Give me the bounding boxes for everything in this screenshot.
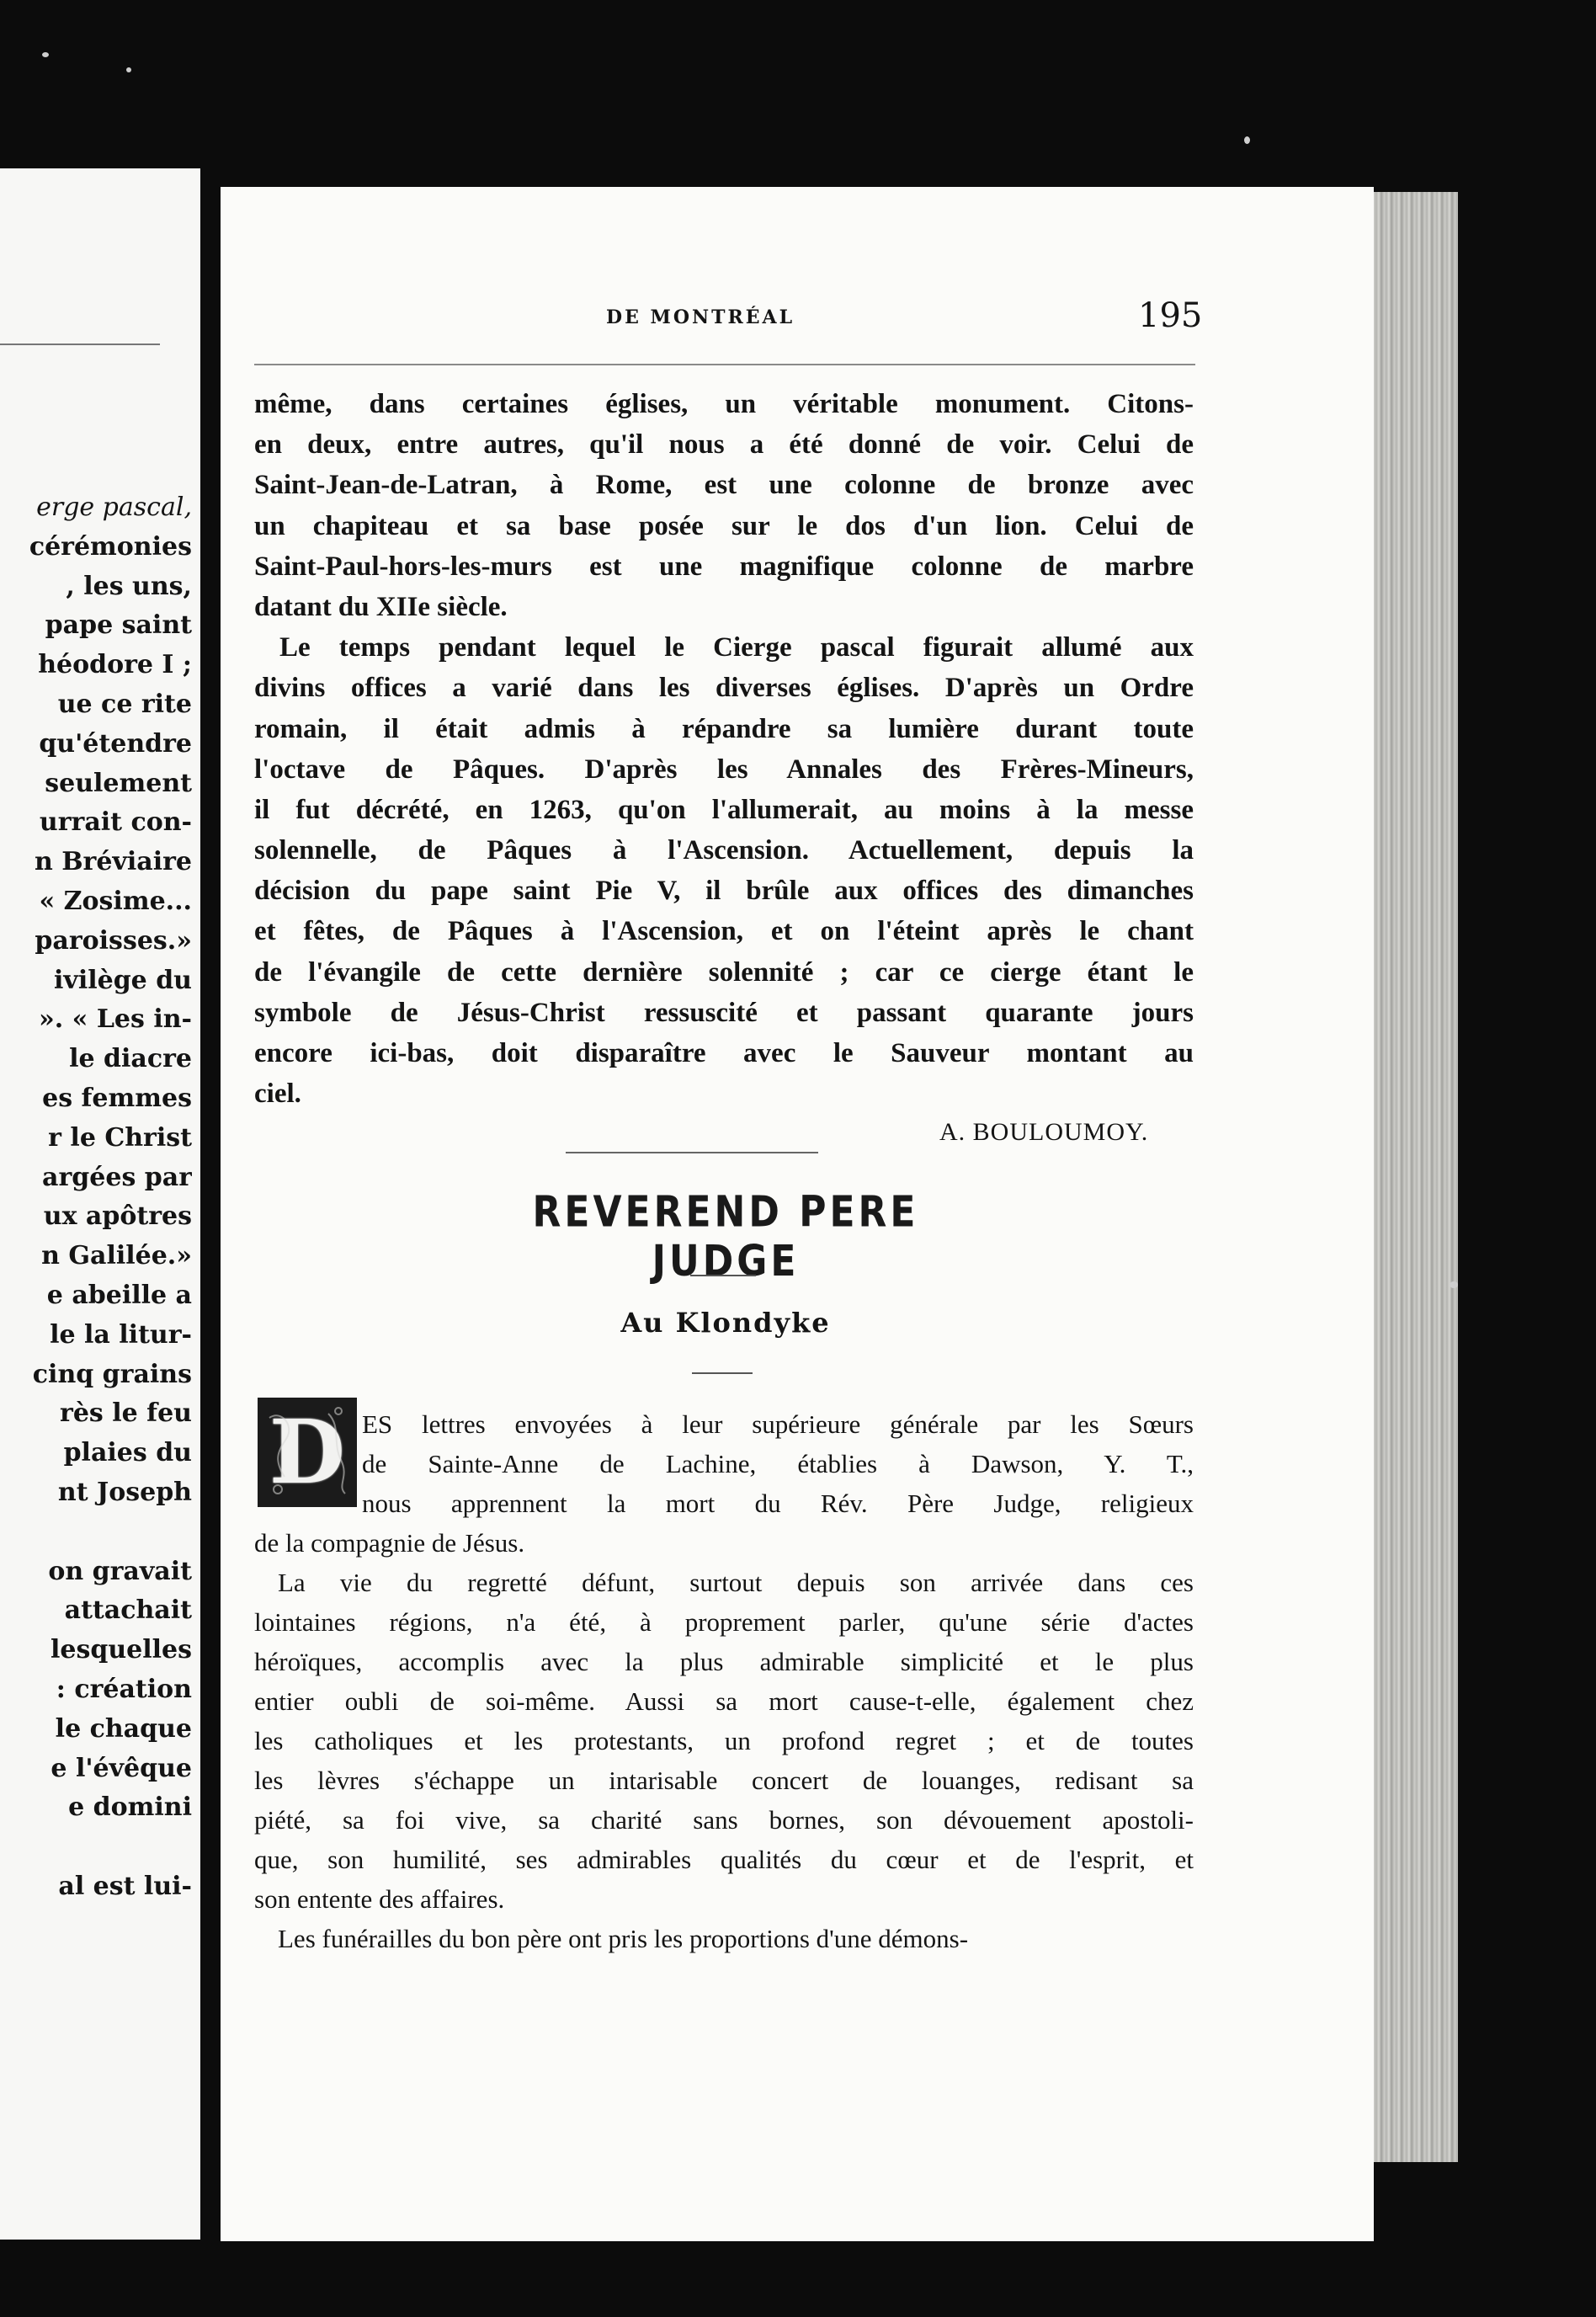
facing-page-line: attachait	[64, 1595, 192, 1626]
facing-page-line: cinq grains	[32, 1359, 192, 1389]
author-signature: A. BOULOUMOY.	[939, 1118, 1149, 1146]
facing-page-line: ». « Les in-	[38, 1004, 192, 1035]
article-line: La vie du regretté défunt, surtout depuis son arrivée dans ces	[278, 1568, 1194, 1597]
running-head: DE MONTRÉAL	[606, 306, 795, 328]
subtitle-rule	[692, 1372, 753, 1374]
article-text	[254, 1400, 1194, 1958]
article-line: nous apprennent la mort du Rév. Père Judge, religieux	[362, 1489, 1194, 1518]
article-line: les lèvres s'échappe un intarisable concert de louanges, redisant sa	[254, 1766, 1194, 1795]
text-line: romain, il était admis à répandre sa lumière durant toute	[254, 713, 1194, 744]
text-line: en deux, entre autres, qu'il nous a été donné de voir. Celui de	[254, 429, 1194, 461]
article-line: son entente des affaires.	[254, 1884, 505, 1914]
text-line: décision du pape saint Pie V, il brûle aux offices des dimanches	[254, 876, 1194, 907]
text-line: et fêtes, de Pâques à l'Ascension, et on l'éteint après le chant	[254, 916, 1194, 947]
text-line: ciel.	[254, 1079, 301, 1110]
article-line: les catholiques et les protestants, un profond regret ; et de toutes	[254, 1726, 1194, 1755]
facing-page-line	[0, 1513, 192, 1553]
dust-speck	[1450, 1281, 1458, 1288]
text-line: encore ici-bas, doit disparaître avec le Sauveur montant au	[254, 1038, 1194, 1068]
continuation-text	[254, 384, 1194, 1114]
facing-page-line: pape saint	[45, 610, 192, 641]
facing-page-line: n Bréviaire	[34, 847, 192, 877]
facing-page-line: seulement	[45, 768, 192, 798]
article-line: lointaines régions, n'a été, à proprement parler, qu'une série d'actes	[254, 1607, 1194, 1637]
facing-page-line: : création	[56, 1674, 192, 1704]
header-rule	[254, 364, 1195, 365]
facing-page-line: cérémonies	[29, 531, 192, 562]
article-line: de la compagnie de Jésus.	[254, 1528, 525, 1558]
facing-page-line: héodore I ;	[38, 650, 192, 680]
page-number: 195	[1138, 296, 1203, 335]
facing-page-line: « Zosime...	[39, 886, 192, 916]
article-title: REVEREND PERE JUDGE	[532, 1187, 919, 1286]
page-edge-stack	[1364, 192, 1458, 2162]
text-line: un chapiteau et sa base posée sur le dos d'un lion. Celui de	[254, 510, 1194, 541]
text-line: même, dans certaines églises, un véritable monument. Citons-	[254, 389, 1194, 419]
facing-page-line: le diacre	[69, 1044, 192, 1074]
facing-page-fragment	[0, 168, 200, 2240]
article-subtitle: Au Klondyke	[620, 1307, 831, 1339]
facing-page-line: lesquelles	[50, 1635, 192, 1665]
facing-page-line	[0, 1828, 192, 1867]
text-line: Saint-Jean-de-Latran, à Rome, est une colonne de bronze avec	[254, 470, 1194, 501]
article-line: entier oubli de soi-même. Aussi sa mort cause-t-elle, également chez	[254, 1686, 1194, 1716]
facing-page-line: es femmes	[42, 1083, 192, 1113]
facing-page-line: ue ce rite	[57, 689, 192, 719]
facing-page-line: le la litur-	[50, 1319, 192, 1350]
text-line: il fut décrété, en 1263, qu'on l'allumerait, au moins à la messe	[254, 794, 1194, 825]
article-line: ES lettres envoyées à leur supérieure générale par les Sœurs	[362, 1409, 1194, 1439]
title-rule	[690, 1275, 756, 1276]
text-line: Le temps pendant lequel le Cierge pascal figurait allumé aux	[279, 632, 1194, 663]
facing-page-line: ivilège du	[53, 965, 192, 995]
facing-page-line: , les uns,	[66, 571, 192, 601]
facing-page-line: on gravait	[48, 1556, 192, 1586]
article-line: Les funérailles du bon père ont pris les proportions d'une démons-	[278, 1924, 969, 1953]
article-line: de Sainte-Anne de Lachine, établies à Dawson, Y. T.,	[362, 1449, 1194, 1478]
dust-speck	[126, 67, 131, 72]
facing-page-line: r le Christ	[48, 1122, 192, 1153]
text-line: datant du XIIe siècle.	[254, 591, 508, 622]
text-line: de l'évangile de cette dernière solennité ; car ce cierge étant le	[254, 956, 1194, 988]
facing-page-line: ux apôtres	[43, 1201, 192, 1232]
text-line: divins offices a varié dans les diverses églises. D'après un Ordre	[254, 673, 1194, 704]
facing-page-header-rule	[0, 344, 160, 345]
text-line: solennelle, de Pâques à l'Ascension. Actuellement, depuis la	[254, 835, 1194, 866]
section-separator-rule	[566, 1152, 818, 1153]
article-line: que, son humilité, ses admirables qualités du cœur et de l'esprit, et	[254, 1845, 1194, 1874]
facing-page-line: plaies du	[63, 1438, 192, 1468]
article-line: héroïques, accomplis avec la plus admirable simplicité et le plus	[254, 1647, 1194, 1676]
facing-page-line: e abeille a	[46, 1280, 192, 1310]
text-line: l'octave de Pâques. D'après les Annales des Frères-Mineurs,	[254, 754, 1194, 785]
dust-speck	[42, 52, 49, 57]
facing-page-line: al est lui-	[58, 1871, 192, 1901]
text-line: Saint-Paul-hors-les-murs est une magnifique colonne de marbre	[254, 551, 1194, 582]
facing-page-line: qu'étendre	[39, 728, 192, 759]
article-line: piété, sa foi vive, sa charité sans bornes, son dévouement apostoli-	[254, 1805, 1194, 1835]
facing-page-line: urrait con-	[39, 807, 192, 838]
facing-page-line: e domini	[68, 1792, 192, 1823]
facing-page-line: argées par	[42, 1162, 192, 1192]
facing-page-text	[0, 488, 192, 1907]
facing-page-line: rès le feu	[60, 1398, 192, 1429]
dust-speck	[1244, 136, 1250, 144]
facing-page-line: e l'évêque	[51, 1753, 192, 1783]
facing-page-line: nt Joseph	[57, 1477, 192, 1507]
facing-page-line: paroisses.»	[35, 925, 192, 956]
text-line: symbole de Jésus-Christ ressuscité et passant quarante jours	[254, 997, 1194, 1028]
facing-page-line: erge pascal,	[36, 493, 192, 522]
facing-page-line: le chaque	[55, 1713, 192, 1744]
facing-page-line: n Galilée.»	[41, 1241, 192, 1271]
drop-cap-letter: D	[269, 1400, 346, 1504]
